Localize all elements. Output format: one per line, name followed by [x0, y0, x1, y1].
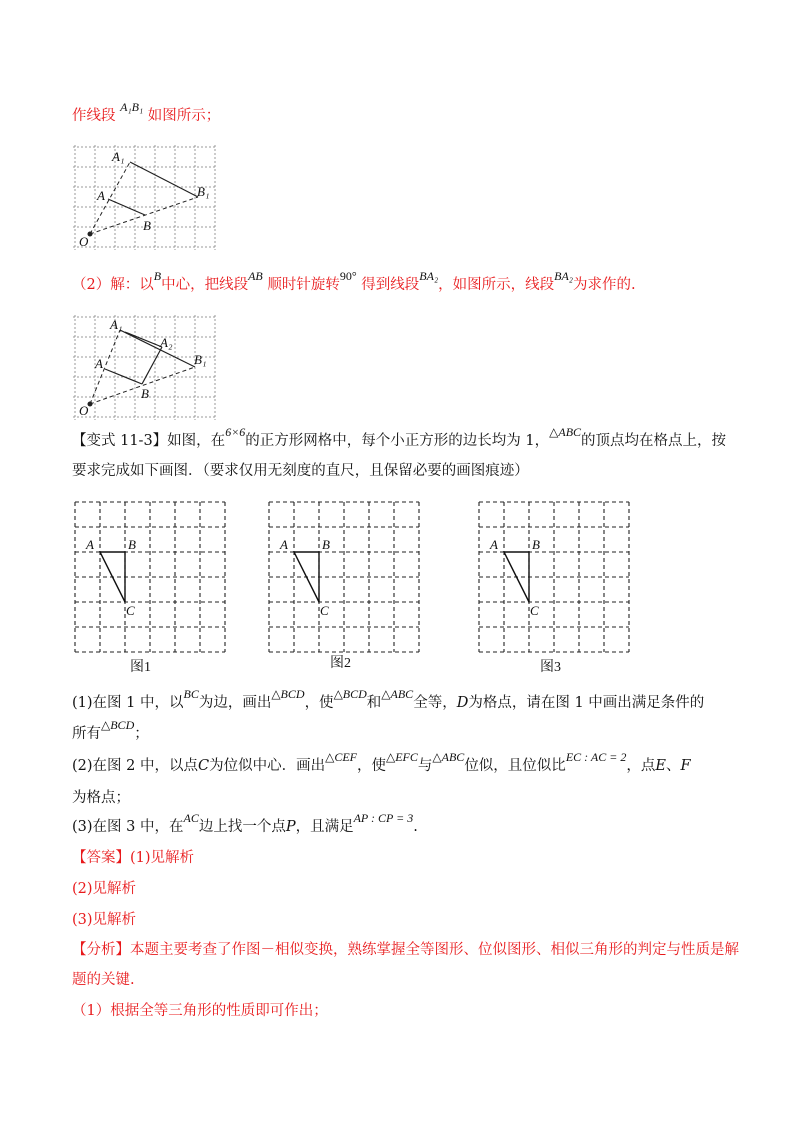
label-C: C — [126, 603, 135, 618]
label-A: A — [280, 537, 288, 552]
label-O: O — [79, 403, 89, 418]
label-C: C — [530, 603, 539, 618]
caption-fig2: 图2 — [330, 656, 351, 671]
question-2-line-2: 为格点； — [72, 790, 130, 806]
question-1-line-1: (1)在图 1 中，以$^{BC}$为边，画出$^{\triangle BCD}$，使$^{\triangle BCD}$和$^{\triangle ABC}$全等，D为格点，请在图 1 中画出满足条件的 — [72, 687, 705, 711]
analysis-line-3: （1）根据全等三角形的性质即可作出； — [72, 1003, 328, 1019]
grid-figure-3 — [474, 497, 634, 657]
label-B1: B₁ — [197, 184, 210, 199]
question-3-line: (3)在图 3 中，在$^{AC}$边上找一个点P，且满足$^{AP : CP = 3}$. — [72, 811, 418, 835]
label-C: C — [320, 603, 329, 618]
grid-figure-1 — [70, 497, 230, 657]
figure-rotation-2 — [70, 312, 220, 424]
grid-figure-2 — [264, 497, 424, 657]
text-line-1: 作线段 $^{A_1B_1}$ 如图所示； — [72, 100, 221, 124]
label-O: O — [79, 234, 89, 249]
grid-lines — [75, 502, 225, 652]
caption-fig3: 图3 — [540, 660, 561, 675]
figure-rotation-1 — [70, 142, 220, 254]
label-A1: A₁ — [112, 149, 125, 164]
text-line-2: （2）解：以$^B$中心，把线段$^{AB}$ 顺时针旋转$^{90^\circ}$ 得到线段$^{BA_2}$，如图所示，线段$^{BA_2}$为求作的. — [72, 269, 636, 293]
answer-line-1: 【答案】(1)见解析 — [72, 850, 195, 866]
problem-line-1: 【变式 11-3】如图，在$^{6\times 6}$的正方形网格中，每个小正方形的边长均为 1，$^{\triangle ABC}$的顶点均在格点上，按 — [72, 425, 727, 449]
label-A: A — [97, 188, 105, 203]
grid-lines — [479, 502, 629, 652]
label-A: A — [95, 356, 103, 371]
grid-lines — [269, 502, 419, 652]
answer-line-3: (3)见解析 — [72, 912, 137, 928]
caption-fig1: 图1 — [130, 660, 151, 675]
math-A1B1: A₁B₁ — [120, 100, 144, 114]
label-B: B — [128, 537, 136, 552]
label-B: B — [322, 537, 330, 552]
question-1-line-2: 所有$^{\triangle BCD}$； — [72, 718, 149, 742]
label-B: B — [141, 386, 149, 401]
label-A: A — [490, 537, 498, 552]
label-A: A — [86, 537, 94, 552]
analysis-line-2: 题的关键. — [72, 972, 135, 988]
answer-line-2: (2)见解析 — [72, 881, 137, 897]
label-B: B — [143, 218, 151, 233]
label-A2: A₂ — [160, 335, 173, 350]
label-B1: B₁ — [194, 352, 207, 367]
label-A1: A₁ — [110, 317, 123, 332]
label-B: B — [532, 537, 540, 552]
analysis-line-1: 【分析】本题主要考查了作图－相似变换，熟练掌握全等图形、位似图形、相似三角形的判定与性质是解 — [72, 942, 739, 958]
question-2-line-1: (2)在图 2 中，以点C为位似中心．画出$^{\triangle CEF}$，使$^{\triangle EFC}$与$^{\triangle ABC}$位似，且位似比$^{EC : AC = 2}$，点E、F — [72, 750, 691, 774]
problem-line-2: 要求完成如下画图．（要求仅用无刻度的直尺，且保留必要的画图痕迹） — [72, 463, 529, 479]
